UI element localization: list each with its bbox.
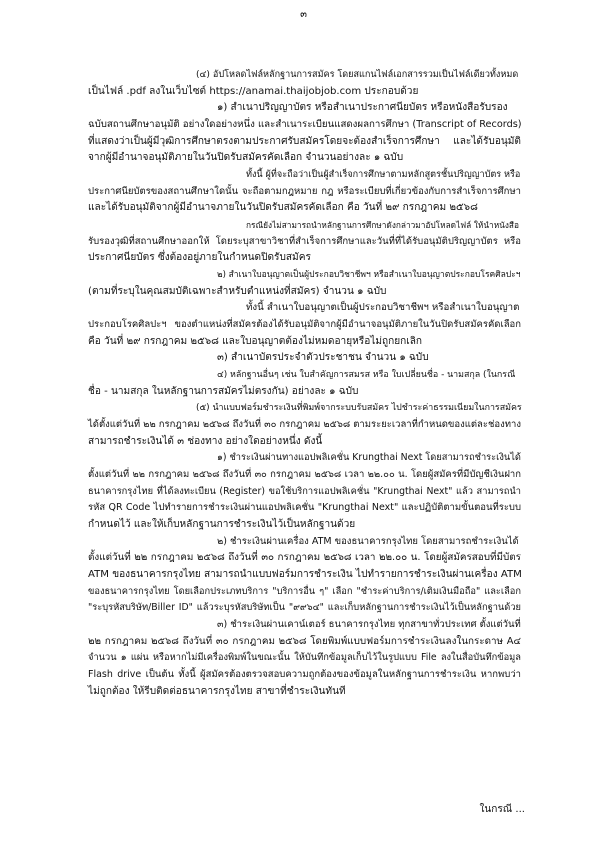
- line: ๓) ชำระเงินผ่านเคาน์เตอร์ ธนาคารกรุงไทย ทุกสาขาทั่วประเทศ ตั้งแต่วันที่: [217, 619, 521, 630]
- line: กำหนดไว้ และให้เก็บหลักฐานการชำระเงินไว้เป็นหลักฐานด้วย: [88, 519, 356, 530]
- line: ๒) ชำระเงินผ่านเครื่อง ATM ของธนาคารกรุงไทย โดยสามารถชำระเงินได้: [217, 536, 519, 547]
- line: เป็นไฟล์ .pdf ลงในเว็บไซต์ https://anamai.thaijobjob.com ประกอบด้วย: [88, 86, 419, 97]
- line: ประกาศนียบัตร ซึ่งต้องอยู่ภายในกำหนดปิดรับสมัคร: [88, 252, 311, 263]
- line: ทั้งนี้ สำเนาใบอนุญาตเป็นผู้ประกอบวิชาชีพฯ หรือสำเนาใบอนุญาต: [246, 302, 520, 313]
- line: ประกาศนียบัตรของสถานศึกษาใดนั้น จะถือตามกฎหมาย กฎ หรือระเบียบที่เกี่ยวข้องกับการสำเร็จการศึกษา: [88, 186, 521, 197]
- line: Flash drive เป็นต้น ทั้งนี้ ผู้สมัครต้องตรวจสอบความถูกต้องของข้อมูลในหลักฐานการชำระเงิน หากพบว่า: [88, 669, 521, 680]
- line: (ตามที่ระบุในคุณสมบัติเฉพาะสำหรับตำแหน่งที่สมัคร) จำนวน ๑ ฉบับ: [88, 286, 387, 297]
- line: ธนาคารกรุงไทย ที่ได้ลงทะเบียน (Register) ขอใช้บริการแอปพลิเคชั่น "Krungthai Next" แล้ว สามารถนำ: [88, 486, 521, 497]
- line: ๑) สำเนาปริญญาบัตร หรือสำเนาประกาศนียบัตร หรือหนังสือรับรอง: [217, 102, 508, 113]
- line: ๒๒ กรกฎาคม ๒๕๖๘ ถึงวันที่ ๓๐ กรกฎาคม ๒๕๖๘ โดยพิมพ์แบบฟอร์มการชำระเงินลงในกระดาษ A๔: [88, 636, 521, 647]
- line: จำนวน ๑ แผ่น หรือหากไม่มีเครื่องพิมพ์ในขณะนั้น ให้บันทึกข้อมูลเก็บไว้ในรูปแบบ File ลงในสื่อบันทึกข้อมูล: [88, 652, 521, 663]
- line: และได้รับอนุมัติจากผู้มีอำนาจภายในวันปิดรับสมัครคัดเลือก คือ วันที่ ๒๙ กรกฎาคม ๒๕๖๘: [88, 202, 478, 213]
- line: คือ วันที่ ๒๙ กรกฎาคม ๒๕๖๘ และใบอนุญาตต้องไม่หมดอายุหรือไม่ถูกยกเลิก: [88, 336, 422, 347]
- line: ๔) หลักฐานอื่นๆ เช่น ใบสำคัญการสมรส หรือ ใบเปลี่ยนชื่อ - นามสกุล (ในกรณี: [217, 370, 516, 380]
- line: ที่แสดงว่าเป็นผู้มีวุฒิการศึกษาตรงตามประกาศรับสมัครโดยจะต้องสำเร็จการศึกษา และได้รับอนุมัติ: [88, 136, 521, 147]
- line: ๒) สำเนาใบอนุญาตเป็นผู้ประกอบวิชาชีพฯ หรือสำเนาใบอนุญาตประกอบโรคศิลปะฯ: [217, 270, 521, 280]
- line: ได้ตั้งแต่วันที่ ๒๒ กรกฎาคม ๒๕๖๘ ถึงวันที่ ๓๐ กรกฎาคม ๒๕๖๘ ตามระยะเวลาที่กำหนดของแต่ละช่องทาง: [88, 419, 521, 430]
- line: ฉบับสถานศึกษาอนุมัติ อย่างใดอย่างหนึ่ง และสำเนาระเบียนแสดงผลการศึกษา (Transcript of Records): [88, 119, 522, 130]
- continuation-text: ในกรณี ...: [479, 804, 525, 815]
- line: ของธนาคารกรุงไทย โดยเลือกประเภทบริการ "บริการอื่น ๆ" เลือก "ชำระค่าบริการ/เติมเงินมือถือ" และเลือก: [88, 586, 521, 597]
- line: "ระบุรหัสบริษัท/Biller ID" แล้วระบุรหัสบริษัทเป็น "๙๙๖๔" และเก็บหลักฐานการชำระเงินไว้เป็นหลักฐานด้วย: [88, 602, 521, 613]
- line: ทั้งนี้ ผู้ที่จะถือว่าเป็นผู้สำเร็จการศึกษาตามหลักสูตรชั้นปริญญาบัตร หรือ: [246, 170, 521, 180]
- line: ชื่อ - นามสกุล ในหลักฐานการสมัครไม่ตรงกัน) อย่างละ ๑ ฉบับ: [88, 386, 359, 397]
- line: รับรองวุฒิที่สถานศึกษาออกให้ โดยระบุสาขาวิชาที่สำเร็จการศึกษาและวันที่ที่ได้รับอนุมัติปริญญาบัตร หรือ: [88, 236, 521, 247]
- line: ATM ของธนาคารกรุงไทย สามารถนำแบบฟอร์มการชำระเงิน ไปทำรายการชำระเงินผ่านเครื่อง ATM: [88, 569, 522, 580]
- line: ตั้งแต่วันที่ ๒๒ กรกฎาคม ๒๕๖๘ ถึงวันที่ ๓๐ กรกฎาคม ๒๕๖๘ เวลา ๒๒.๐๐ น. โดยผู้สมัครที่มีบัญชีเงินฝาก: [88, 469, 521, 480]
- line: กรณียังไม่สามารถนำหลักฐานการศึกษาดังกล่าวมาอัปโหลดไฟล์ ให้นำหนังสือ: [246, 220, 519, 230]
- line: ตั้งแต่วันที่ ๒๒ กรกฎาคม ๒๕๖๘ ถึงวันที่ ๓๐ กรกฎาคม ๒๕๖๘ เวลา ๒๒.๐๐ น. โดยผู้สมัครสอบที่มีบัตร: [88, 552, 521, 563]
- line: ไม่ถูกต้อง ให้รีบติดต่อธนาคารกรุงไทย สาขาที่ชำระเงินทันที: [88, 686, 346, 697]
- line: ๓) สำเนาบัตรประจำตัวประชาชน จำนวน ๑ ฉบับ: [217, 352, 429, 363]
- line: รหัส QR Code ไปทำรายการชำระเงินผ่านแอปพลิเคชั่น "Krungthai Next" และปฏิบัติตามขั้นตอนที่ระบบ: [88, 502, 521, 513]
- line: จากผู้มีอำนาจอนุมัติภายในวันปิดรับสมัครคัดเลือก จำนวนอย่างละ ๑ ฉบับ: [88, 152, 404, 163]
- line: (๕) นำแบบฟอร์มชำระเงินที่พิมพ์จากระบบรับสมัคร ไปชำระค่าธรรมเนียมในการสมัคร: [196, 403, 522, 413]
- page-number: ๓: [300, 9, 307, 20]
- line: (๔) อัปโหลดไฟล์หลักฐานการสมัคร โดยสแกนไฟล์เอกสารรวมเป็นไฟล์เดียวทั้งหมด: [196, 70, 519, 80]
- line: ๑) ชำระเงินผ่านทางแอปพลิเคชั่น Krungthai Next โดยสามารถชำระเงินได้: [217, 452, 521, 463]
- line: ประกอบโรคศิลปะฯ ของตำแหน่งที่สมัครต้องได้รับอนุมัติจากผู้มีอำนาจอนุมัติภายในวันปิดรับสมัครคัดเลือก: [88, 319, 521, 330]
- line: สามารถชำระเงินได้ ๓ ช่องทาง อย่างใดอย่างหนึ่ง ดังนี้: [88, 436, 323, 447]
